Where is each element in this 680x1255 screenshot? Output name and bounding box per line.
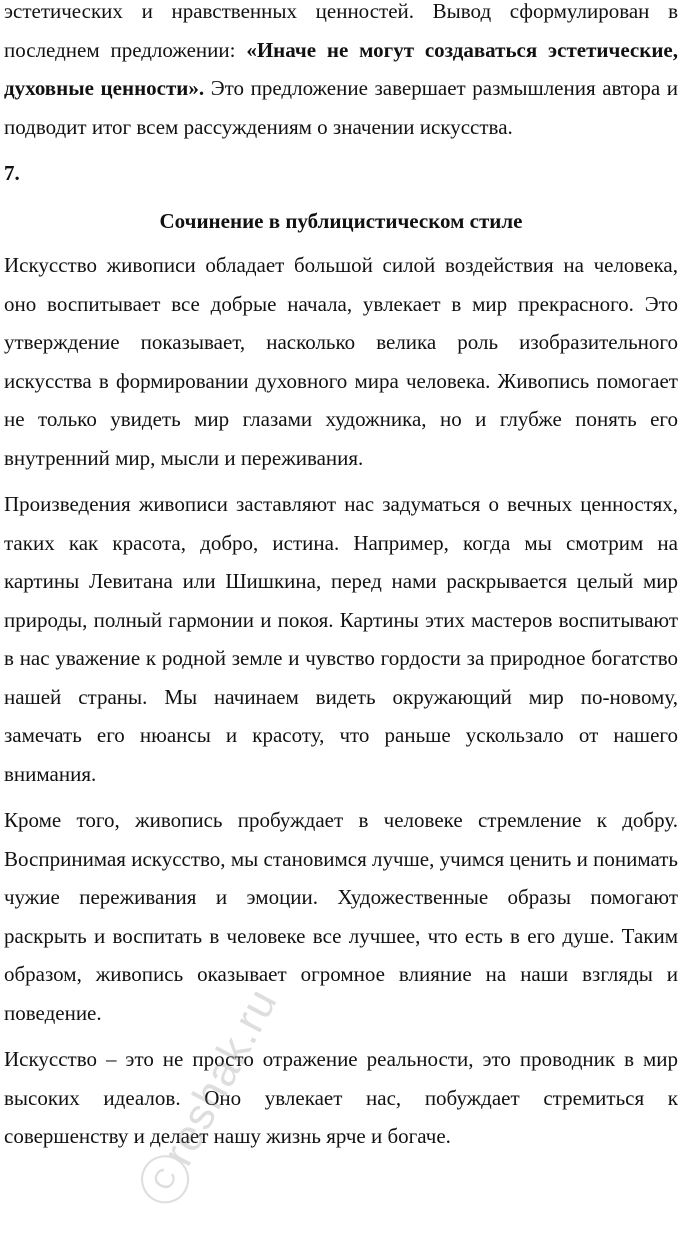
essay-paragraph-4: Искусство – это не просто отражение реальности, это проводник в мир высоких идеалов. Оно увлекает нас, побуждает стремиться к совершенству и делает нашу жизнь ярче и богаче. (4, 1047, 678, 1148)
essay-paragraph-1: Искусство живописи обладает большой силой воздействия на человека, оно воспитывает все добрые начала, увлекает в мир прекрасного. Это утверждение показывает, насколько велика роль изобразительного искусства в формировании духовного мира человека. Живопись помогает не только увидеть мир глазами художника, но и глубже понять его внутренний мир, мысли и переживания. (4, 253, 678, 470)
intro-paragraph (4, 0, 678, 146)
intro-bold-quote: «Иначе не могут создаваться эстетические, духовные ценности». (4, 37, 679, 100)
copyright-icon: C (133, 1147, 198, 1212)
watermark-text: reshak.ru (153, 980, 287, 1174)
essay-paragraph-3: Кроме того, живопись пробуждает в человеке стремление к добру. Воспринимая искусство, мы становимся лучше, учимся ценить и понимать чужие переживания и эмоции. Художественные образы помогают раскрыть и воспитать в человеке все лучшее, что есть в его душе. Таким образом, живопись оказывает огромное влияние на наши взгляды и поведение. (4, 808, 678, 1025)
section-number: 7. (4, 161, 20, 185)
essay-heading: Сочинение в публицистическом стиле (159, 208, 523, 233)
intro-text-part1: эстетических и нравственных ценностей. Вывод сформулирован в последнем предложении: (4, 0, 678, 62)
document-page (4, 0, 678, 1164)
intro-text-part2: Это предложение завершает размышления автора и подводит итог всем рассуждениям о значении искусства. (4, 76, 678, 139)
essay-paragraph-2: Произведения живописи заставляют нас задуматься о вечных ценностях, таких как красота, добро, истина. Например, когда мы смотрим на картины Левитана или Шишкина, перед нами раскрывается целый мир природы, полный гармонии и покоя. Картины этих мастеров воспитывают в нас уважение к родной земле и чувство гордости за природное богатство нашей страны. Мы начинаем видеть окружающий мир по-новому, замечать его нюансы и красоту, что раньше ускользало от нашего внимания. (4, 492, 678, 786)
